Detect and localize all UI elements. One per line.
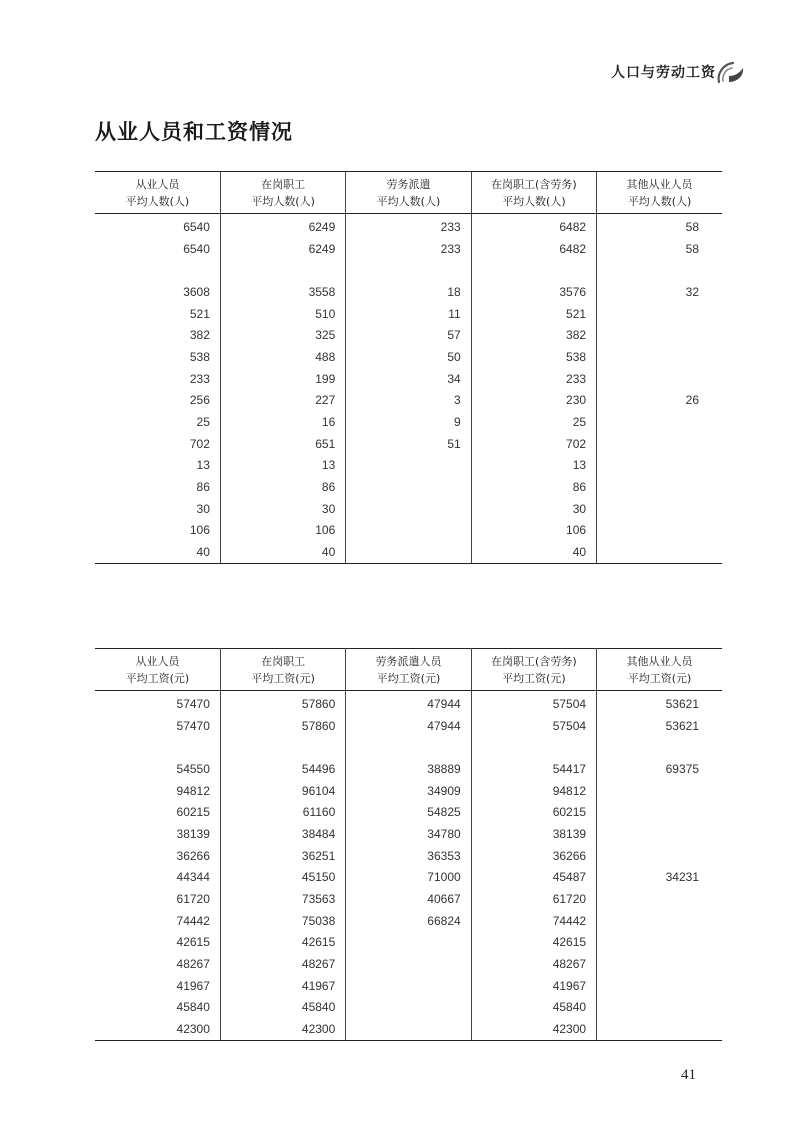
table-cell: 42615 [471, 932, 596, 954]
table-cell [346, 259, 471, 281]
table-cell: 54496 [220, 758, 345, 780]
table-row [95, 411, 722, 433]
table-cell: 256 [95, 390, 220, 412]
table-cell [597, 346, 722, 368]
table-row [95, 758, 722, 780]
table-cell: 510 [220, 303, 345, 325]
table-cell: 42300 [471, 1018, 596, 1040]
column-header-line: 在岗职工(含劳务) [491, 654, 577, 668]
column-header-line: 平均工资(元) [125, 671, 190, 685]
table-cell [220, 736, 345, 758]
table-cell: 48267 [471, 953, 596, 975]
table-cell: 38139 [95, 823, 220, 845]
table-row [95, 736, 722, 758]
table-cell: 69375 [665, 761, 699, 776]
table-cell: 42615 [220, 932, 345, 954]
table-row [95, 888, 722, 910]
table-row [95, 997, 722, 1019]
table-cell: 34780 [346, 823, 471, 845]
table-cell [597, 324, 722, 346]
table-row [95, 932, 722, 954]
wage-table [95, 648, 722, 1041]
column-header-line: 平均人数(人) [627, 194, 692, 208]
table-cell: 42300 [95, 1018, 220, 1040]
column-header-line: 平均工资(元) [627, 671, 692, 685]
table-cell: 45840 [471, 997, 596, 1019]
table-cell: 6249 [220, 238, 345, 260]
table-cell [597, 455, 722, 477]
table-cell: 36266 [95, 845, 220, 867]
column-header [471, 649, 596, 691]
table-row [95, 498, 722, 520]
table-cell: 36251 [220, 845, 345, 867]
table-cell [95, 259, 220, 281]
table-cell: 36266 [471, 845, 596, 867]
table-cell [597, 910, 722, 932]
table-cell: 538 [95, 346, 220, 368]
table-cell [95, 736, 220, 758]
column-header [597, 649, 722, 691]
table-cell [597, 780, 722, 802]
table-cell: 38484 [220, 823, 345, 845]
table-cell: 13 [220, 455, 345, 477]
table-cell [597, 888, 722, 910]
table-row [95, 801, 722, 823]
table-cell: 45840 [95, 997, 220, 1019]
table-cell [597, 997, 722, 1019]
table-cell: 34909 [346, 780, 471, 802]
table-cell: 6540 [95, 214, 220, 238]
table-cell: 57 [346, 324, 471, 346]
table-cell [346, 455, 471, 477]
table-cell: 25 [95, 411, 220, 433]
table-row [95, 910, 722, 932]
table-cell [597, 541, 722, 563]
column-header [95, 649, 220, 691]
table-cell: 73563 [220, 888, 345, 910]
table-cell: 57470 [95, 691, 220, 715]
table-cell: 13 [471, 455, 596, 477]
table-row [95, 823, 722, 845]
table-header [95, 649, 722, 691]
table-cell: 521 [471, 303, 596, 325]
table-cell: 41967 [220, 975, 345, 997]
table-cell [346, 975, 471, 997]
table-cell: 96104 [220, 780, 345, 802]
column-header-line: 平均工资(元) [502, 671, 566, 685]
table-cell: 233 [95, 368, 220, 390]
table-cell: 75038 [220, 910, 345, 932]
table-cell: 66824 [346, 910, 471, 932]
table-cell [346, 498, 471, 520]
table-cell [597, 801, 722, 823]
table-cell: 45840 [220, 997, 345, 1019]
table-cell [597, 433, 722, 455]
table-cell: 30 [471, 498, 596, 520]
column-header-line: 平均人数(人) [251, 194, 315, 208]
table-row [95, 390, 722, 412]
table-cell: 233 [346, 214, 471, 238]
table-cell: 6540 [95, 238, 220, 260]
table-cell: 42300 [220, 1018, 345, 1040]
table-cell: 106 [95, 520, 220, 542]
table-cell: 71000 [346, 867, 471, 889]
column-header-line: 平均人数(人) [376, 194, 441, 208]
table-cell [597, 476, 722, 498]
table-cell: 40667 [346, 888, 471, 910]
column-header-line: 在岗职工(含劳务) [491, 177, 577, 191]
table-cell: 382 [471, 324, 596, 346]
table-cell: 60215 [471, 801, 596, 823]
column-header-line: 其他从业人员 [626, 654, 693, 668]
table-cell [220, 259, 345, 281]
table-cell: 47944 [346, 691, 471, 715]
column-header [346, 649, 471, 691]
table-cell: 40 [220, 541, 345, 563]
column-header-line: 劳务派遣 [386, 177, 431, 191]
table-cell: 538 [471, 346, 596, 368]
table-cell [597, 975, 722, 997]
table-cell: 18 [346, 281, 471, 303]
table-cell: 54417 [471, 758, 596, 780]
page-title: 从业人员和工资情况 [95, 120, 293, 144]
table-row [95, 1018, 722, 1040]
table-cell: 41967 [471, 975, 596, 997]
column-header [95, 172, 220, 214]
table-cell: 702 [471, 433, 596, 455]
table-row [95, 259, 722, 281]
column-header [471, 172, 596, 214]
table-row [95, 238, 722, 260]
page-number: 41 [681, 1067, 696, 1083]
table-row [95, 520, 722, 542]
table-cell: 227 [220, 390, 345, 412]
table-cell: 48267 [95, 953, 220, 975]
table-cell: 74442 [95, 910, 220, 932]
table-cell: 58 [685, 219, 699, 234]
table-cell: 106 [471, 520, 596, 542]
column-header-line: 平均工资(元) [376, 671, 441, 685]
table-cell: 41967 [95, 975, 220, 997]
column-header-line: 其他从业人员 [626, 177, 693, 191]
table-cell: 26 [685, 393, 699, 408]
table-cell: 86 [95, 476, 220, 498]
table-cell [597, 259, 722, 281]
column-header-line: 在岗职工 [261, 654, 306, 668]
table-cell: 230 [471, 390, 596, 412]
section-logo-icon [715, 60, 747, 86]
table-cell: 651 [220, 433, 345, 455]
table-cell: 94812 [471, 780, 596, 802]
table-cell: 25 [471, 411, 596, 433]
table-cell: 30 [220, 498, 345, 520]
table-cell [346, 997, 471, 1019]
table-cell [597, 845, 722, 867]
table-cell [597, 823, 722, 845]
table-cell: 13 [95, 455, 220, 477]
table-cell: 38889 [346, 758, 471, 780]
column-header-line: 平均人数(人) [125, 194, 190, 208]
table-cell: 86 [471, 476, 596, 498]
table-row [95, 214, 722, 238]
table-cell: 48267 [220, 953, 345, 975]
table-row [95, 780, 722, 802]
table-row [95, 867, 722, 889]
table-row [95, 324, 722, 346]
table-cell: 3 [346, 390, 471, 412]
table-cell: 58 [685, 241, 699, 256]
column-header-line: 从业人员 [135, 177, 180, 191]
table-row [95, 845, 722, 867]
table-cell: 9 [346, 411, 471, 433]
table-cell: 11 [346, 303, 471, 325]
table-cell: 702 [95, 433, 220, 455]
column-header-line: 从业人员 [135, 654, 180, 668]
table-cell: 54825 [346, 801, 471, 823]
table-cell: 47944 [346, 715, 471, 737]
table-cell: 61720 [471, 888, 596, 910]
table-cell [597, 736, 722, 758]
table-cell: 61160 [220, 801, 345, 823]
table-cell: 36353 [346, 845, 471, 867]
table-cell [597, 932, 722, 954]
table-cell: 53621 [665, 696, 699, 711]
column-header-line: 平均人数(人) [502, 194, 566, 208]
table-cell: 60215 [95, 801, 220, 823]
table-row [95, 346, 722, 368]
table-cell [346, 1018, 471, 1040]
column-header [597, 172, 722, 214]
table-cell: 74442 [471, 910, 596, 932]
table-cell: 86 [220, 476, 345, 498]
table-cell [597, 411, 722, 433]
table-cell [597, 953, 722, 975]
table-cell [346, 736, 471, 758]
table-row [95, 715, 722, 737]
employment-table [95, 171, 722, 564]
column-header-line: 劳务派遣人员 [375, 654, 442, 668]
column-header-line: 在岗职工 [261, 177, 306, 191]
column-header [346, 172, 471, 214]
table-cell: 53621 [665, 718, 699, 733]
table-cell: 488 [220, 346, 345, 368]
table-cell: 3558 [220, 281, 345, 303]
table-cell: 94812 [95, 780, 220, 802]
table-row [95, 975, 722, 997]
table-cell: 325 [220, 324, 345, 346]
table-cell [346, 932, 471, 954]
section-title: 人口与劳动工资 [611, 65, 716, 81]
table-cell: 233 [471, 368, 596, 390]
table-row [95, 303, 722, 325]
table-cell: 3576 [471, 281, 596, 303]
table-cell: 233 [346, 238, 471, 260]
table-row [95, 455, 722, 477]
table-cell: 30 [95, 498, 220, 520]
table-cell: 32 [685, 284, 699, 299]
table-cell [346, 520, 471, 542]
table-cell: 44344 [95, 867, 220, 889]
table-cell: 6482 [471, 238, 596, 260]
table-cell: 51 [346, 433, 471, 455]
table-header [95, 172, 722, 214]
table-cell: 38139 [471, 823, 596, 845]
table-cell: 57470 [95, 715, 220, 737]
table-row [95, 433, 722, 455]
table-cell [597, 368, 722, 390]
table-cell [471, 259, 596, 281]
table-cell: 57504 [471, 715, 596, 737]
table-cell [471, 736, 596, 758]
table-cell: 16 [220, 411, 345, 433]
table-cell: 34231 [665, 870, 699, 885]
table-cell: 57860 [220, 691, 345, 715]
table-cell [597, 1018, 722, 1040]
table-cell: 40 [471, 541, 596, 563]
table-cell: 199 [220, 368, 345, 390]
table-cell: 50 [346, 346, 471, 368]
column-header [220, 649, 345, 691]
column-header [220, 172, 345, 214]
table-cell: 382 [95, 324, 220, 346]
table-cell [346, 953, 471, 975]
table-cell [597, 520, 722, 542]
table-row [95, 281, 722, 303]
table-row [95, 368, 722, 390]
table-cell: 3608 [95, 281, 220, 303]
table-cell: 6482 [471, 214, 596, 238]
table-row [95, 476, 722, 498]
table-cell: 54550 [95, 758, 220, 780]
table-cell: 34 [346, 368, 471, 390]
table-cell: 42615 [95, 932, 220, 954]
table-cell [597, 303, 722, 325]
table-cell: 61720 [95, 888, 220, 910]
table-row [95, 953, 722, 975]
table-cell: 40 [95, 541, 220, 563]
table-cell [346, 541, 471, 563]
table-row [95, 541, 722, 563]
table-row [95, 691, 722, 715]
table-cell: 521 [95, 303, 220, 325]
table-cell: 45150 [220, 867, 345, 889]
table-cell: 106 [220, 520, 345, 542]
column-header-line: 平均工资(元) [251, 671, 315, 685]
table-cell: 45487 [471, 867, 596, 889]
table-cell: 6249 [220, 214, 345, 238]
table-cell [346, 476, 471, 498]
table-cell: 57860 [220, 715, 345, 737]
table-cell [597, 498, 722, 520]
table-cell: 57504 [471, 691, 596, 715]
